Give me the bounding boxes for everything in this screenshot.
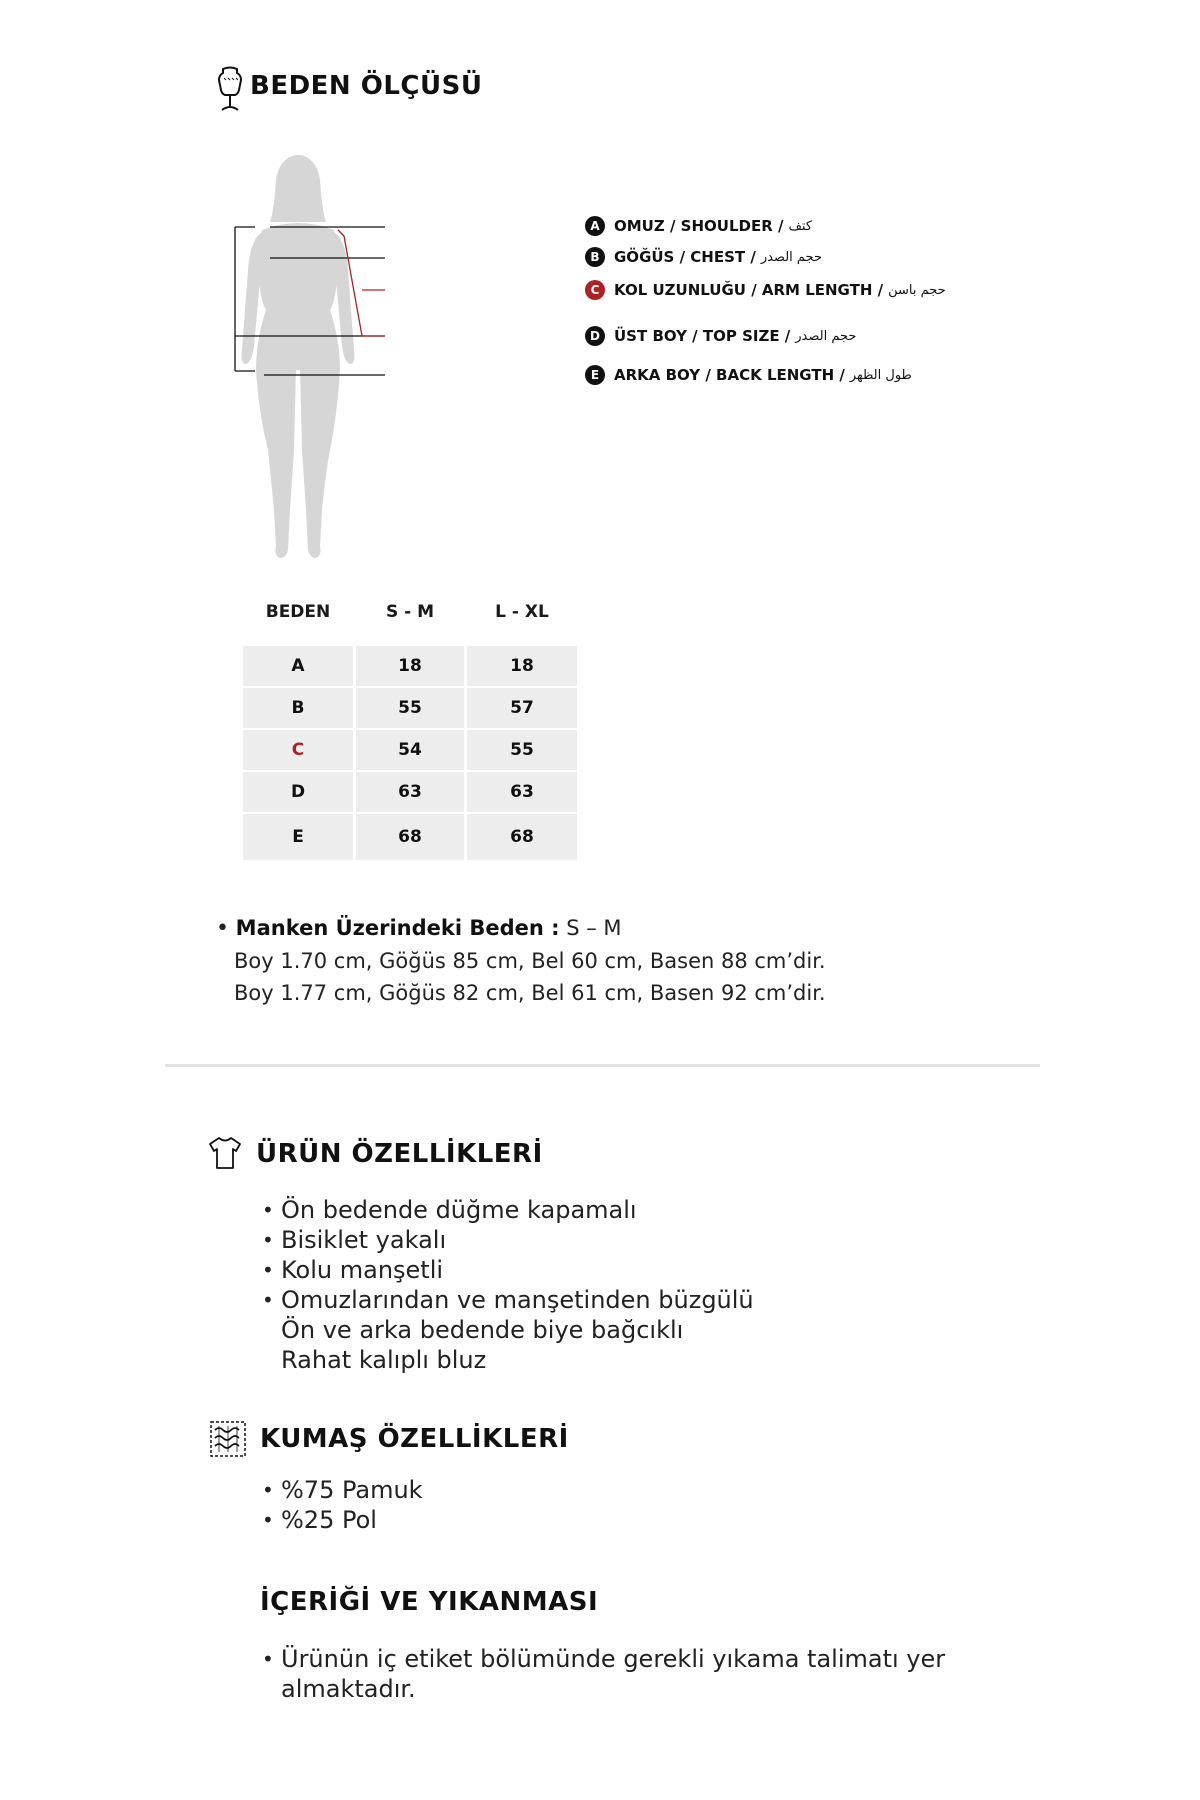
- care-line-2: almaktadır.: [281, 1675, 416, 1703]
- model-size-label: Manken Üzerindeki Beden :: [235, 916, 560, 940]
- list-item: • %75 Pamuk: [262, 1475, 423, 1505]
- model-info: • Manken Üzerindeki Beden : S – M Boy 1.70 cm, Göğüs 85 cm, Bel 60 cm, Basen 88 cm’dir. Boy 1.77 cm, Göğüs 82 cm, Bel 61 cm, Basen 92 cm’dir.: [216, 912, 826, 1009]
- table-cell: C: [291, 740, 305, 760]
- label-badge-e: E: [585, 365, 605, 385]
- table-header-beden: BEDEN: [265, 602, 331, 622]
- label-text-a: OMUZ / SHOULDER /: [614, 217, 784, 235]
- care-title: İÇERİĞİ VE YIKANMASI: [260, 1587, 599, 1617]
- label-arabic-e: طول الظهر: [849, 367, 912, 383]
- body-silhouette: [200, 150, 800, 570]
- label-row-a: [585, 214, 812, 238]
- section-divider: [165, 1064, 1040, 1067]
- size-table: [243, 602, 583, 862]
- fabric-features-title: KUMAŞ ÖZELLİKLERİ: [260, 1424, 569, 1454]
- label-text-c: KOL UZUNLUĞU / ARM LENGTH /: [614, 281, 884, 299]
- table-cell: 68: [398, 827, 422, 847]
- table-row: [243, 646, 577, 686]
- table-header-lxl: L - XL: [495, 602, 549, 622]
- list-item: • %25 Pol: [262, 1505, 423, 1535]
- label-row-e: [585, 363, 912, 387]
- product-features-list: [262, 1195, 754, 1375]
- list-item: • Kolu manşetli: [262, 1255, 754, 1285]
- table-row: [243, 772, 577, 812]
- list-item: Rahat kalıplı bluz: [281, 1346, 487, 1374]
- list-item: • Bisiklet yakalı: [262, 1225, 754, 1255]
- label-row-c: [585, 278, 946, 302]
- measurement-diagram: [200, 150, 946, 570]
- list-item: • Ön bedende düğme kapamalı: [262, 1195, 754, 1225]
- label-arabic-b: حجم الصدر: [760, 249, 822, 265]
- fabric-features-list: [262, 1475, 423, 1535]
- label-text-e: ARKA BOY / BACK LENGTH /: [614, 366, 845, 384]
- table-cell: E: [292, 827, 304, 847]
- label-badge-a: A: [585, 216, 605, 236]
- table-cell: 54: [398, 740, 422, 760]
- care-text: [262, 1644, 945, 1704]
- table-cell: D: [290, 782, 306, 802]
- model-measurements-1: Boy 1.70 cm, Göğüs 85 cm, Bel 60 cm, Basen 88 cm’dir.: [234, 949, 826, 973]
- table-cell: 63: [398, 782, 422, 802]
- list-item: • Omuzlarından ve manşetinden büzgülü: [262, 1285, 754, 1315]
- table-cell: A: [291, 656, 305, 676]
- model-measurements-2: Boy 1.77 cm, Göğüs 82 cm, Bel 61 cm, Basen 92 cm’dir.: [234, 981, 826, 1005]
- label-badge-c: C: [585, 280, 605, 300]
- product-features-title: ÜRÜN ÖZELLİKLERİ: [256, 1139, 543, 1169]
- table-row: [243, 814, 577, 860]
- label-row-d: [585, 324, 856, 348]
- size-chart-title: BEDEN ÖLÇÜSÜ: [250, 71, 483, 101]
- tshirt-icon: [207, 1135, 243, 1171]
- table-cell: 68: [510, 827, 534, 847]
- table-cell: 18: [510, 656, 534, 676]
- table-cell: 18: [398, 656, 422, 676]
- label-arabic-d: حجم الصدر: [795, 328, 857, 344]
- label-text-d: ÜST BOY / TOP SIZE /: [614, 327, 791, 345]
- label-arabic-a: كتف: [788, 218, 813, 234]
- table-cell: 57: [510, 698, 534, 718]
- model-size-value: S – M: [566, 916, 622, 940]
- table-row: [243, 688, 577, 728]
- table-cell: 55: [510, 740, 534, 760]
- label-arabic-c: حجم باسن: [888, 282, 946, 298]
- mannequin-icon: [215, 66, 245, 112]
- label-badge-d: D: [585, 326, 605, 346]
- table-cell: 55: [398, 698, 422, 718]
- table-row: [243, 730, 577, 770]
- label-text-b: GÖĞÜS / CHEST /: [614, 248, 756, 266]
- label-badge-b: B: [585, 247, 605, 267]
- list-item: Ön ve arka bedende biye bağcıklı: [281, 1316, 684, 1344]
- care-line-1: • Ürünün iç etiket bölümünde gerekli yıkama talimatı yer: [262, 1644, 945, 1674]
- label-row-b: [585, 245, 822, 269]
- table-header-sm: S - M: [385, 602, 435, 622]
- table-cell: 63: [510, 782, 534, 802]
- table-cell: B: [291, 698, 305, 718]
- fabric-icon: [209, 1420, 247, 1458]
